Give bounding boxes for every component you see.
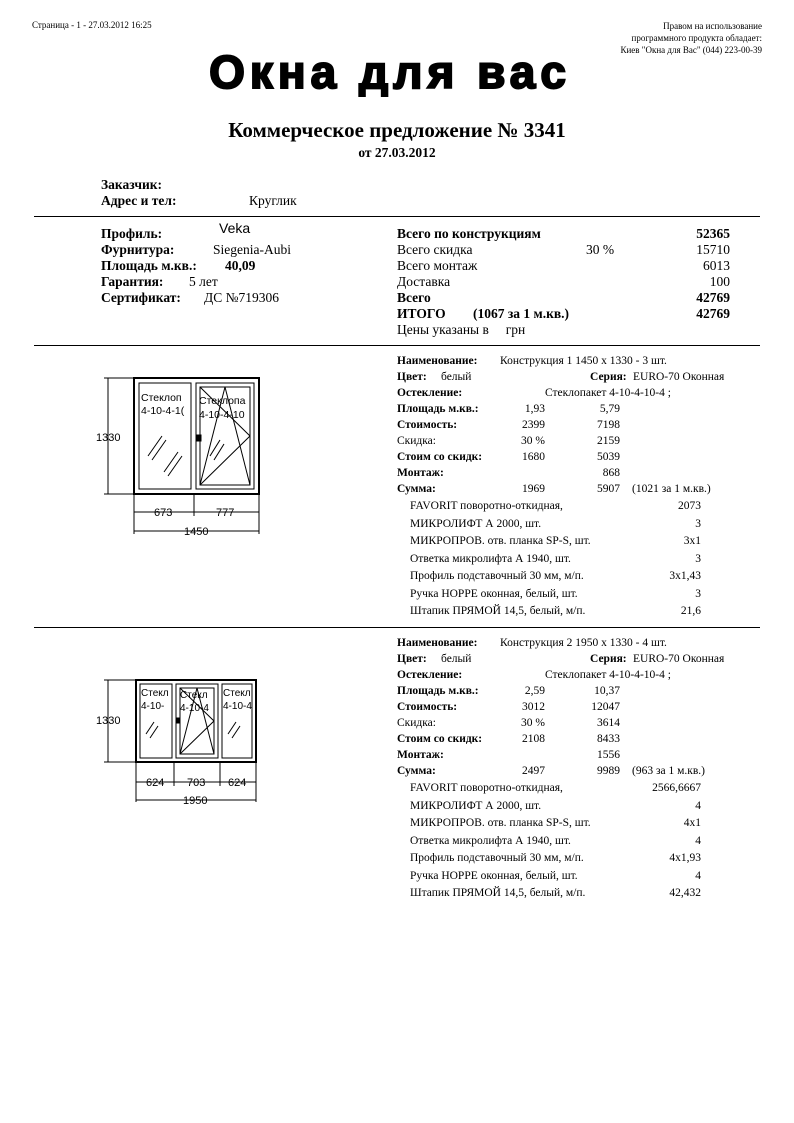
c2-costdisc-label: Стоим со скидк: [397, 733, 483, 745]
c1-cost-total: 7198 [597, 419, 620, 431]
c1-area-label: Площадь м.кв.: [397, 403, 479, 415]
list-item: Ответка микролифта А 1940, шт. 4 [410, 834, 701, 847]
c2-sum-total: 9989 [597, 765, 620, 777]
address-label: Адрес и тел: [101, 193, 177, 208]
construction-2-drawing [96, 674, 266, 810]
totals-mount-label: Всего монтаж [397, 258, 478, 273]
c2-costdisc-unit: 2108 [522, 733, 545, 745]
c1-sum-note: (1021 за 1 м.кв.) [632, 483, 711, 495]
c1-part-1: 673 [154, 507, 173, 519]
c2-cost-unit: 3012 [522, 701, 545, 713]
c1-glazing: Стеклопакет 4-10-4-10-4 ; [545, 387, 671, 399]
c1-series: EURO-70 Оконная [633, 371, 725, 383]
c2-mount-label: Монтаж: [397, 749, 444, 761]
c2-discount-percent: 30 % [521, 717, 545, 729]
customer-label: Заказчик: [101, 177, 163, 192]
c2-color-label: Цвет: [397, 653, 427, 665]
list-item: Ручка HOPPE оконная, белый, шт. 3 [410, 587, 701, 600]
totals-delivery-label: Доставка [397, 274, 451, 289]
totals-constructions-label: Всего по конструкциям [397, 226, 541, 241]
c2-area-unit: 2,59 [524, 685, 545, 697]
c2-part-1: 624 [146, 777, 165, 789]
c1-color-label: Цвет: [397, 371, 427, 383]
fittings-value: Siegenia-Aubi [213, 242, 291, 257]
construction-1-drawing [96, 374, 266, 542]
page-info: Страница - 1 - 27.03.2012 16:25 [32, 20, 152, 30]
c1-glass-1: Стеклоп [141, 392, 182, 404]
c1-sum-unit: 1969 [522, 483, 545, 495]
c1-costdisc-unit: 1680 [522, 451, 545, 463]
c1-costdisc-label: Стоим со скидк: [397, 451, 483, 463]
list-item: МИКРОПРОВ. отв. планка SP-S, шт. 3x1 [410, 535, 701, 547]
c2-cost-total: 12047 [591, 701, 620, 713]
area-label: Площадь м.кв.: [101, 258, 197, 273]
list-item: Штапик ПРЯМОЙ 14,5, белый, м/п. 21,6 [410, 605, 701, 617]
c1-area-unit: 1,93 [524, 403, 545, 415]
c2-mount: 1556 [597, 749, 620, 761]
list-item: Профиль подставочный 30 мм, м/п. 4x1,93 [410, 852, 701, 864]
company-logo [130, 47, 650, 97]
divider-1 [34, 345, 760, 346]
list-item: Профиль подставочный 30 мм, м/п. 3x1,43 [410, 570, 701, 582]
c2-series: EURO-70 Оконная [633, 653, 725, 665]
c2-discount-label: Скидка: [397, 717, 436, 729]
c2-extras [410, 782, 705, 905]
c2-name-label: Наименование: [397, 637, 478, 649]
document-title: Коммерческое предложение № 3341 [228, 118, 566, 142]
rights-line-3: Киев "Окна для Вас" (044) 223-00-39 [620, 45, 762, 55]
c2-glazing-label: Остекление: [397, 669, 463, 681]
c2-glass-2b: 4-10-4 [180, 703, 209, 714]
c2-sum-unit: 2497 [522, 765, 545, 777]
profile-label: Профиль: [101, 226, 163, 241]
profile-value: Veka [219, 220, 251, 236]
c2-glass-2: Стекл [180, 690, 208, 701]
c2-part-2: 703 [187, 777, 206, 789]
totals-itogo-value: 42769 [696, 306, 730, 321]
c2-glazing: Стеклопакет 4-10-4-10-4 ; [545, 669, 671, 681]
currency-note: Цены указаны в грн [397, 322, 526, 337]
rights-line-2: программного продукта обладает: [631, 33, 762, 43]
c1-glass-2: Стеклопа [199, 395, 246, 407]
c1-glass-1b: 4-10-4-1( [141, 405, 185, 417]
list-item: МИКРОЛИФТ А 2000, шт. 3 [410, 517, 701, 530]
c1-cost-unit: 2399 [522, 419, 545, 431]
c2-glass-1b: 4-10- [141, 701, 165, 712]
totals-total-value: 42769 [696, 290, 730, 305]
list-item: Ручка HOPPE оконная, белый, шт. 4 [410, 869, 701, 882]
logo-text: Окна для вас [209, 47, 571, 97]
c2-area-total: 10,37 [594, 685, 620, 697]
rights-line-1: Правом на использование [663, 21, 762, 31]
area-value: 40,09 [225, 258, 256, 273]
c2-costdisc-total: 8433 [597, 733, 620, 745]
c1-height: 1330 [96, 432, 121, 444]
totals-discount-percent: 30 % [586, 242, 615, 257]
document-date: от 27.03.2012 [358, 145, 436, 160]
c1-discount-percent: 30 % [521, 435, 545, 447]
c2-sum-note: (963 за 1 м.кв.) [632, 765, 705, 777]
c2-discount-value: 3614 [597, 717, 620, 729]
c1-sum-label: Сумма: [397, 483, 436, 495]
c1-width: 1450 [184, 526, 209, 538]
address-value: Круглик [249, 193, 297, 208]
c2-width: 1950 [183, 795, 208, 807]
list-item: Ответка микролифта А 1940, шт. 3 [410, 552, 701, 565]
c2-height: 1330 [96, 715, 121, 727]
c2-series-label: Серия: [590, 653, 627, 665]
list-item: МИКРОПРОВ. отв. планка SP-S, шт. 4x1 [410, 817, 701, 829]
totals-discount-value: 15710 [696, 242, 730, 257]
c1-area-total: 5,79 [599, 403, 620, 415]
c2-area-label: Площадь м.кв.: [397, 685, 479, 697]
list-item: Штапик ПРЯМОЙ 14,5, белый, м/п. 42,432 [410, 887, 701, 899]
totals-delivery-value: 100 [709, 274, 730, 289]
totals-itogo-note: (1067 за 1 м.кв.) [473, 306, 570, 321]
c2-cost-label: Стоимость: [397, 701, 458, 713]
c2-glass-1: Стекл [141, 688, 169, 699]
divider-top [34, 216, 760, 217]
c1-name: Конструкция 1 1450 x 1330 - 3 шт. [500, 355, 667, 367]
warranty-value: 5 лет [189, 274, 218, 289]
list-item: FAVORIT поворотно-откидная, 2073 [410, 500, 701, 512]
c1-discount-value: 2159 [597, 435, 620, 447]
certificate-label: Сертификат: [101, 290, 181, 305]
c1-sum-total: 5907 [597, 483, 620, 495]
certificate-value: ДС №719306 [204, 290, 279, 305]
c2-color: белый [441, 653, 472, 665]
c1-name-label: Наименование: [397, 355, 478, 367]
c1-discount-label: Скидка: [397, 435, 436, 447]
totals-constructions-value: 52365 [696, 226, 730, 241]
list-item: МИКРОЛИФТ А 2000, шт. 4 [410, 799, 701, 812]
c1-extras [410, 500, 705, 623]
totals-mount-value: 6013 [703, 258, 730, 273]
c2-sum-label: Сумма: [397, 765, 436, 777]
c1-part-2: 777 [216, 507, 235, 519]
c2-name: Конструкция 2 1950 x 1330 - 4 шт. [500, 637, 667, 649]
c1-mount: 868 [602, 467, 620, 479]
totals-discount-label: Всего скидка [397, 242, 473, 257]
warranty-label: Гарантия: [101, 274, 164, 289]
fittings-label: Фурнитура: [101, 242, 175, 257]
c2-glass-3b: 4-10-4 [223, 701, 252, 712]
divider-2 [34, 627, 760, 628]
c1-costdisc-total: 5039 [597, 451, 620, 463]
c1-glazing-label: Остекление: [397, 387, 463, 399]
c2-glass-3: Стекл [223, 688, 251, 699]
c1-cost-label: Стоимость: [397, 419, 458, 431]
totals-itogo-label: ИТОГО [397, 306, 446, 321]
totals-total-label: Всего [397, 290, 431, 305]
c1-mount-label: Монтаж: [397, 467, 444, 479]
c1-glass-2b: 4-10-4-10 [199, 409, 245, 421]
c2-part-3: 624 [228, 777, 247, 789]
c1-series-label: Серия: [590, 371, 627, 383]
list-item: FAVORIT поворотно-откидная, 2566,6667 [410, 782, 701, 794]
c1-color: белый [441, 371, 472, 383]
